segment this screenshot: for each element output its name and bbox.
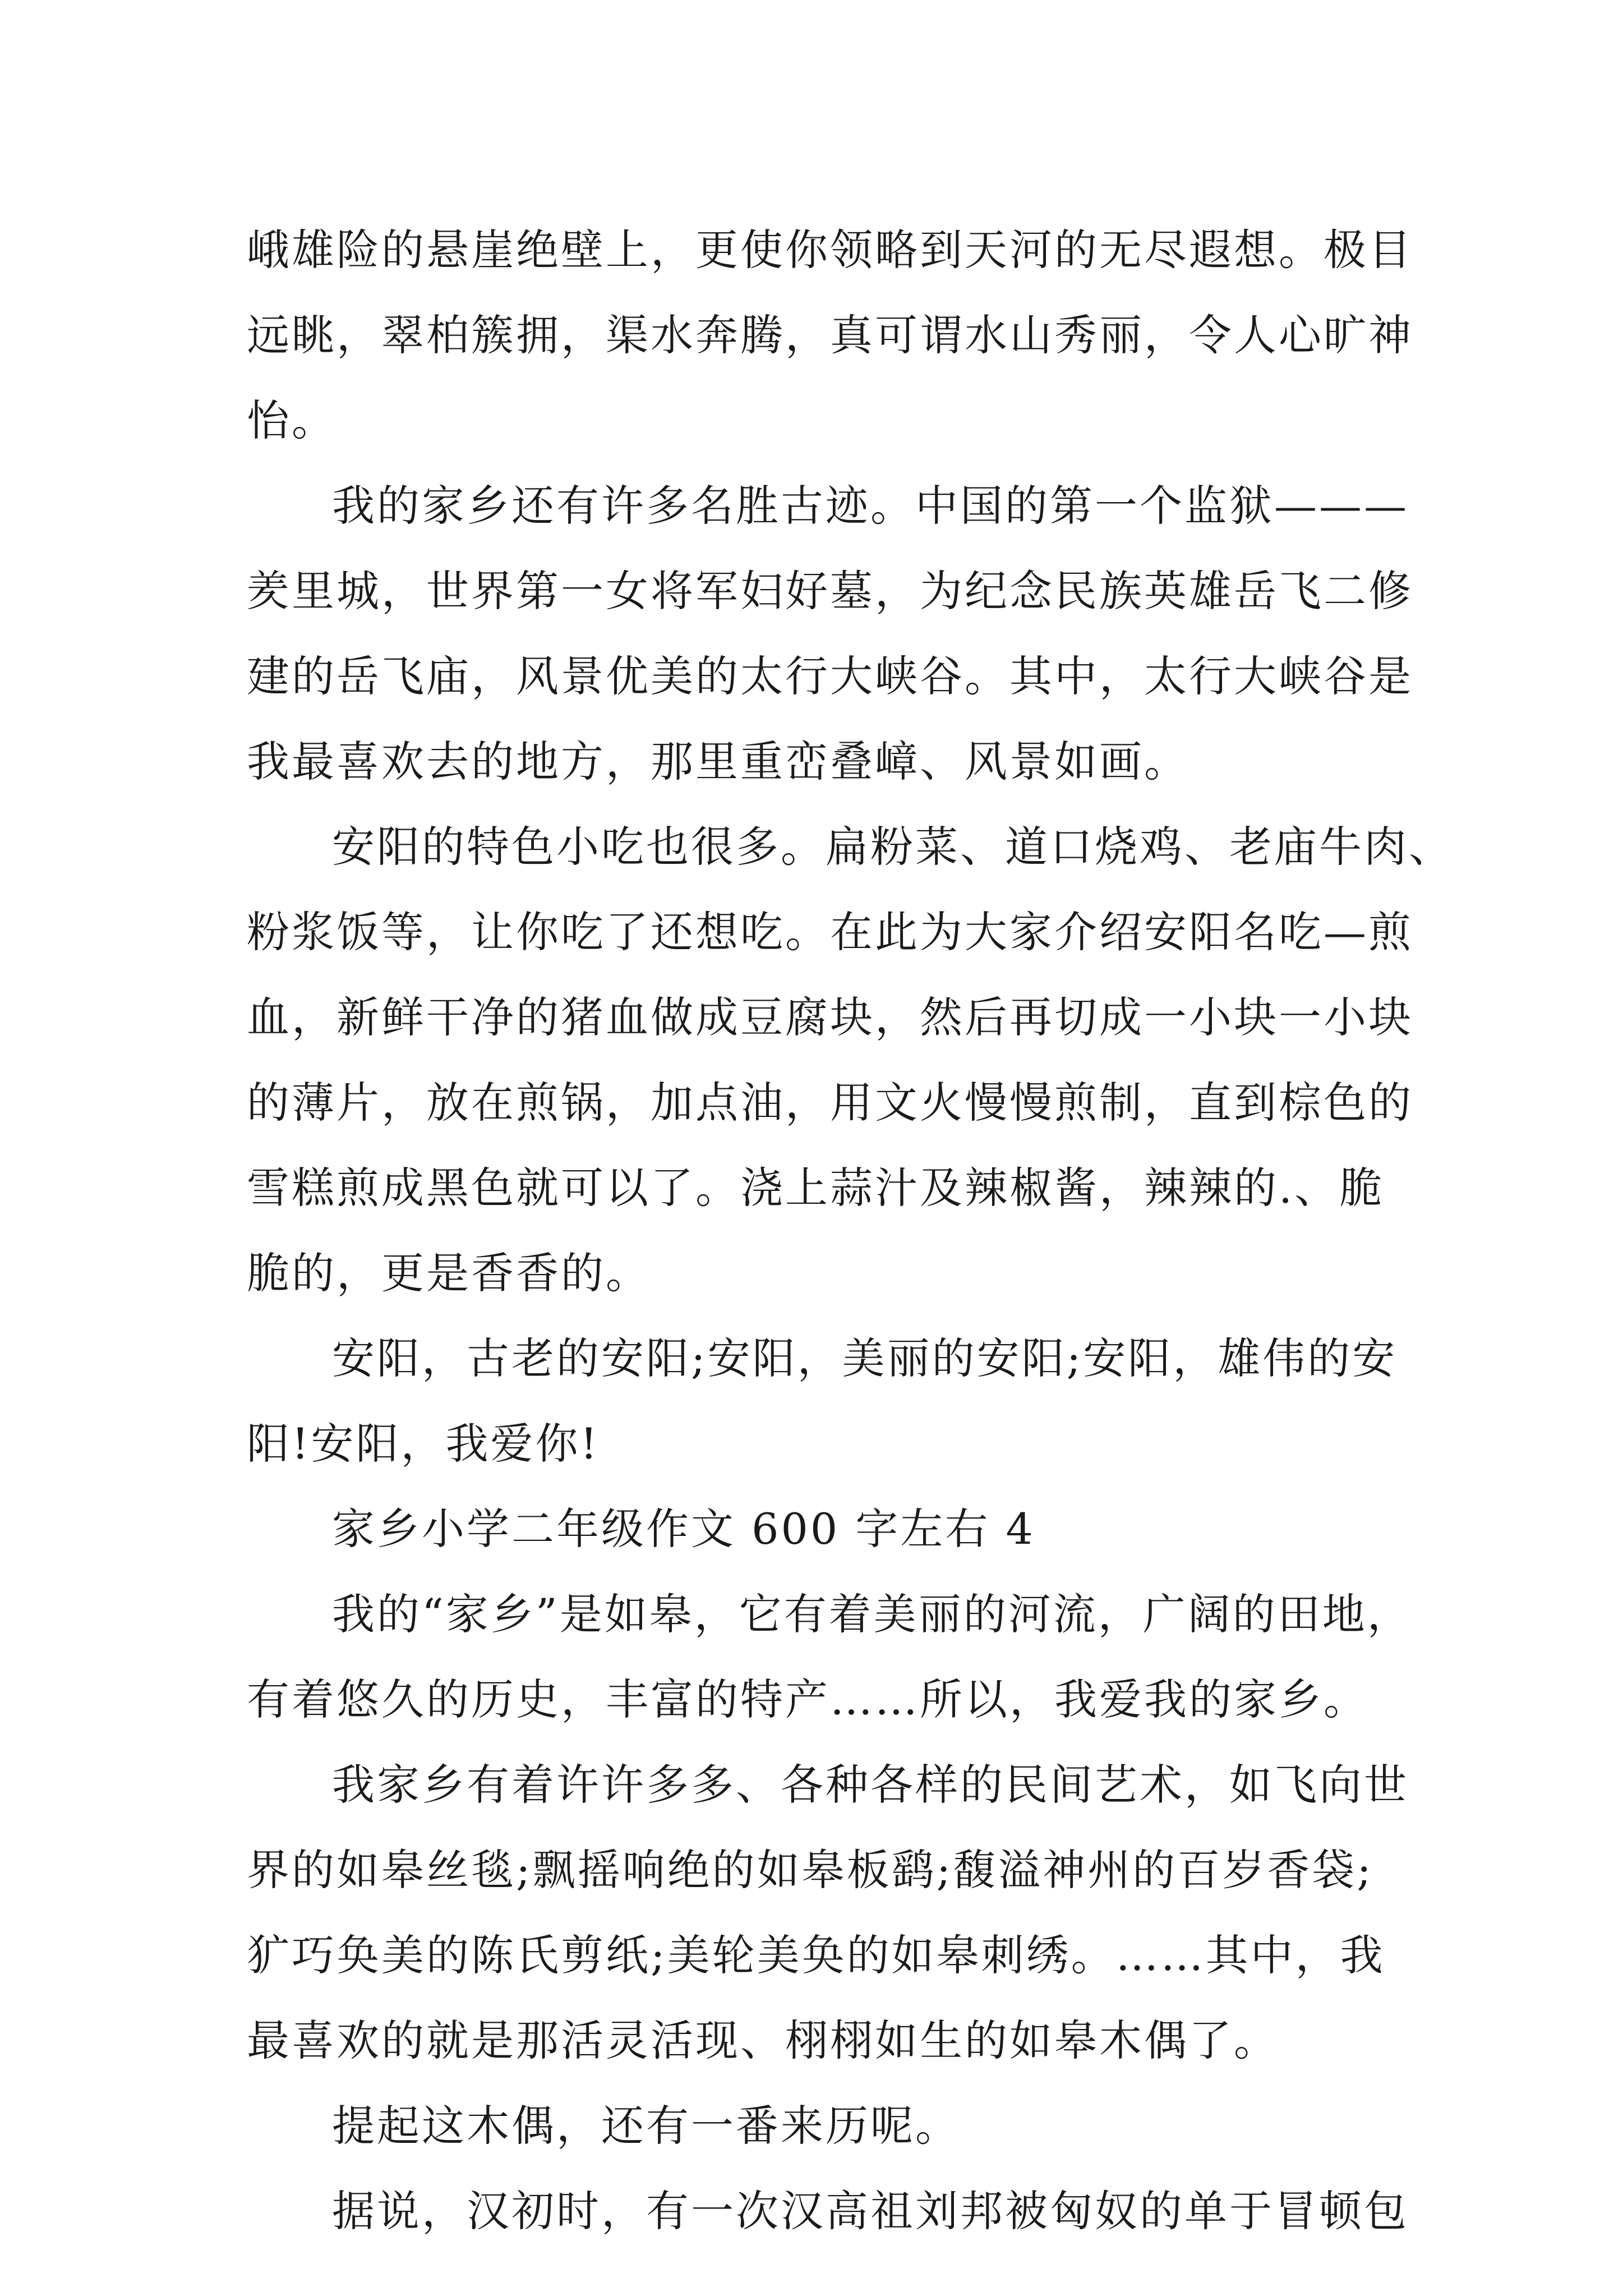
text-line: 粉浆饭等，让你吃了还想吃。在此为大家介绍安阳名吃—煎: [247, 907, 1413, 957]
text-line: 界的如皋丝毯;飘摇响绝的如皋板鹞;馥溢神州的百岁香袋;: [247, 1845, 1373, 1895]
document-body: [247, 208, 1454, 2254]
text-line: 据说，汉初时，有一次汉高祖刘邦被匈奴的单于冒顿包: [332, 2186, 1409, 2236]
text-line: 建的岳飞庙，风景优美的太行大峡谷。其中，太行大峡谷是: [247, 651, 1413, 701]
text-line: 我最喜欢去的地方，那里重峦叠嶂、风景如画。: [247, 737, 1189, 786]
text-line: 羑里城，世界第一女将军妇好墓，为纪念民族英雄岳飞二修: [247, 566, 1413, 616]
text-line: 血，新鲜干净的猪血做成豆腐块，然后再切成一小块一小块: [247, 992, 1413, 1042]
text-line: 安阳的特色小吃也很多。扁粉菜、道口烧鸡、老庙牛肉、: [332, 822, 1454, 872]
text-line: 怡。: [247, 395, 336, 445]
text-line: 的薄片，放在煎锅，加点油，用文火慢慢煎制，直到棕色的: [247, 1078, 1413, 1128]
text-line: 安阳，古老的安阳;安阳，美丽的安阳;安阳，雄伟的安: [332, 1333, 1398, 1383]
text-line: 有着悠久的历史，丰富的特产……所以，我爱我的家乡。: [247, 1674, 1368, 1724]
text-line: 我的家乡还有许多名胜古迹。中国的第一个监狱———: [332, 481, 1409, 531]
text-line: 提起这木偶，还有一番来历呢。: [332, 2101, 960, 2151]
text-line: 最喜欢的就是那活灵活现、栩栩如生的如皋木偶了。: [247, 2016, 1279, 2065]
text-line: 雪糕煎成黑色就可以了。浇上蒜汁及辣椒酱，辣辣的.、脆: [247, 1163, 1385, 1213]
text-line: 远眺，翠柏簇拥，渠水奔腾，真可谓水山秀丽，令人心旷神: [247, 310, 1413, 360]
text-line: 峨雄险的悬崖绝壁上，更使你领略到天河的无尽遐想。极目: [247, 225, 1413, 275]
text-line: 脆的，更是香香的。: [247, 1248, 651, 1298]
text-line: 我的“家乡”是如皋，它有着美丽的河流，广阔的田地，: [332, 1589, 1412, 1639]
text-line: 阳!安阳，我爱你!: [247, 1419, 600, 1469]
text-line: 犷巧奂美的陈氏剪纸;美轮美奂的如皋刺绣。……其中，我: [247, 1930, 1385, 1980]
section-heading: 家乡小学二年级作文 600 字左右 4: [332, 1504, 1035, 1554]
text-line: 我家乡有着许许多多、各种各样的民间艺术，如飞向世: [332, 1760, 1409, 1810]
